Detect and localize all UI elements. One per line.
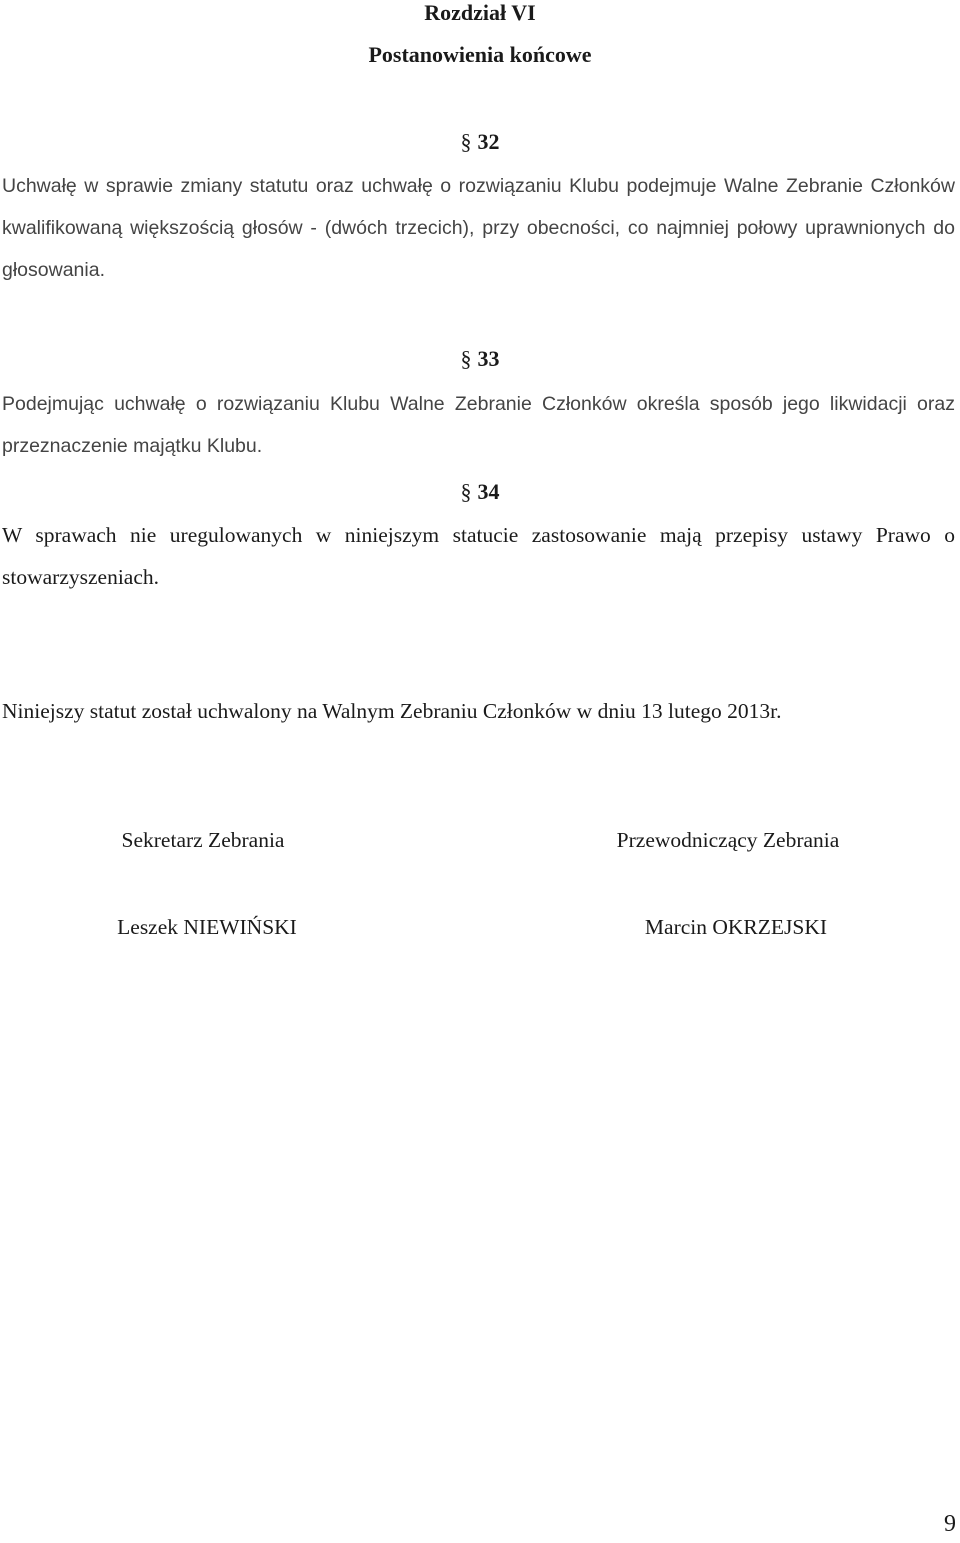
- section-number: 32: [477, 129, 500, 154]
- section-text-34: W sprawach nie uregulowanych w niniejszym statucie zastosowanie mają przepisy ustawy Prawo o stowarzyszeniach.: [2, 523, 955, 589]
- section-sign: §: [460, 346, 472, 371]
- section-sign: §: [460, 479, 472, 504]
- chapter-title: Rozdział VI: [424, 0, 536, 25]
- closing-statement: Niniejszy statut został uchwalony na Walnym Zebraniu Członków w dniu 13 lutego 2013r.: [2, 699, 782, 723]
- section-heading-33: [0, 346, 960, 372]
- signature-left-name: Leszek NIEWIŃSKI: [117, 915, 297, 939]
- section-text-33: Podejmując uchwałę o rozwiązaniu Klubu Walne Zebranie Członków określa sposób jego likwidacji oraz przeznaczenie majątku Klubu.: [2, 393, 955, 457]
- section-heading-34: [0, 479, 960, 505]
- section-text-32: Uchwałę w sprawie zmiany statutu oraz uchwałę o rozwiązaniu Klubu podejmuje Walne Zebranie Członków kwalifikowaną większością głosów - (dwóch trzecich), przy obecności, co najmniej połowy uprawnionych do głosowania.: [2, 175, 955, 281]
- signature-right-name: Marcin OKRZEJSKI: [644, 915, 828, 939]
- signature-right-role: Przewodniczący Zebrania: [616, 828, 840, 852]
- section-heading-32: [0, 129, 960, 155]
- section-number: 34: [477, 479, 500, 504]
- page-number: 9: [944, 1511, 956, 1537]
- signature-left-role: Sekretarz Zebrania: [121, 828, 285, 852]
- chapter-subtitle: Postanowienia końcowe: [368, 42, 592, 67]
- section-sign: §: [460, 129, 472, 154]
- section-number: 33: [477, 346, 500, 371]
